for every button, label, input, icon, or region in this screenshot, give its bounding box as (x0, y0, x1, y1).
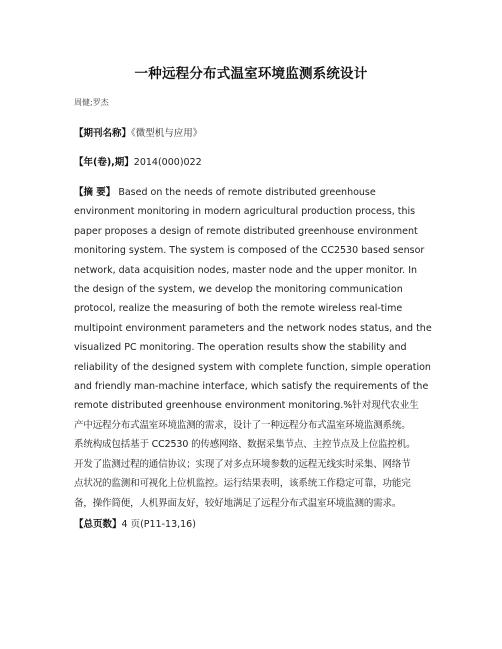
abstract-line: the design of the system, we develop the monitoring communication (74, 284, 403, 296)
abstract (74, 183, 444, 513)
abstract-line: 系统构成包括基于 CC2530 的传感网络、数据采集节点、主控节点及上位监控机。 (74, 439, 416, 451)
abstract-line: network, data acquisition nodes, master node and the upper monitor. In (74, 264, 418, 276)
abstract-line: reliability of the designed system with complete function, simple operation (74, 361, 431, 373)
year-issue-value: 2014(000)022 (133, 157, 202, 168)
page-count-value: 4 页(P11-13,16) (121, 519, 196, 530)
year-issue-field (74, 154, 202, 168)
abstract-line: protocol, realize the measuring of both the remote wireless real-time (74, 303, 403, 315)
abstract-line: and friendly man-machine interface, which satisfy the requirements of the (74, 381, 429, 393)
page-count-field (74, 516, 196, 530)
abstract-line: remote distributed greenhouse environment monitoring.%针对现代农业生 (74, 400, 419, 412)
abstract-line: 【摘 要】 Based on the needs of remote distributed greenhouse (74, 187, 376, 198)
page-count-label: 【总页数】 (74, 519, 122, 530)
journal-value: 《微型机与应用》 (131, 128, 203, 139)
abstract-line: 开发了监测过程的通信协议；实现了对多点环境参数的远程无线实时采集、网络节 (74, 458, 411, 470)
abstract-label: 【摘 要】 (74, 187, 116, 198)
abstract-line: multipoint environment parameters and the network nodes status, and the (74, 322, 432, 334)
authors: 周健;罗杰 (74, 98, 109, 107)
abstract-line: 点状况的监测和可视化上位机监控。运行结果表明，该系统工作稳定可靠，功能完 (74, 478, 411, 490)
abstract-line: 备，操作简便，人机界面友好，较好地满足了远程分布式温室环境监测的需求。 (74, 497, 402, 509)
year-issue-label: 【年(卷),期】 (74, 157, 134, 168)
document-title: 一种远程分布式温室环境监测系统设计 (134, 66, 368, 82)
abstract-line: environment monitoring in modern agricultural production process, this (74, 206, 416, 218)
abstract-line: monitoring system. The system is composed of the CC2530 based sensor (74, 245, 425, 257)
journal-label: 【期刊名称】 (74, 128, 132, 139)
abstract-line: visualized PC monitoring. The operation results show the stability and (74, 342, 407, 354)
abstract-line: paper proposes a design of remote distributed greenhouse environment (74, 225, 418, 237)
journal-field (74, 125, 202, 139)
abstract-line: 产中远程分布式温室环境监测的需求，设计了一种远程分布式温室环境监测系统。 (74, 419, 411, 431)
